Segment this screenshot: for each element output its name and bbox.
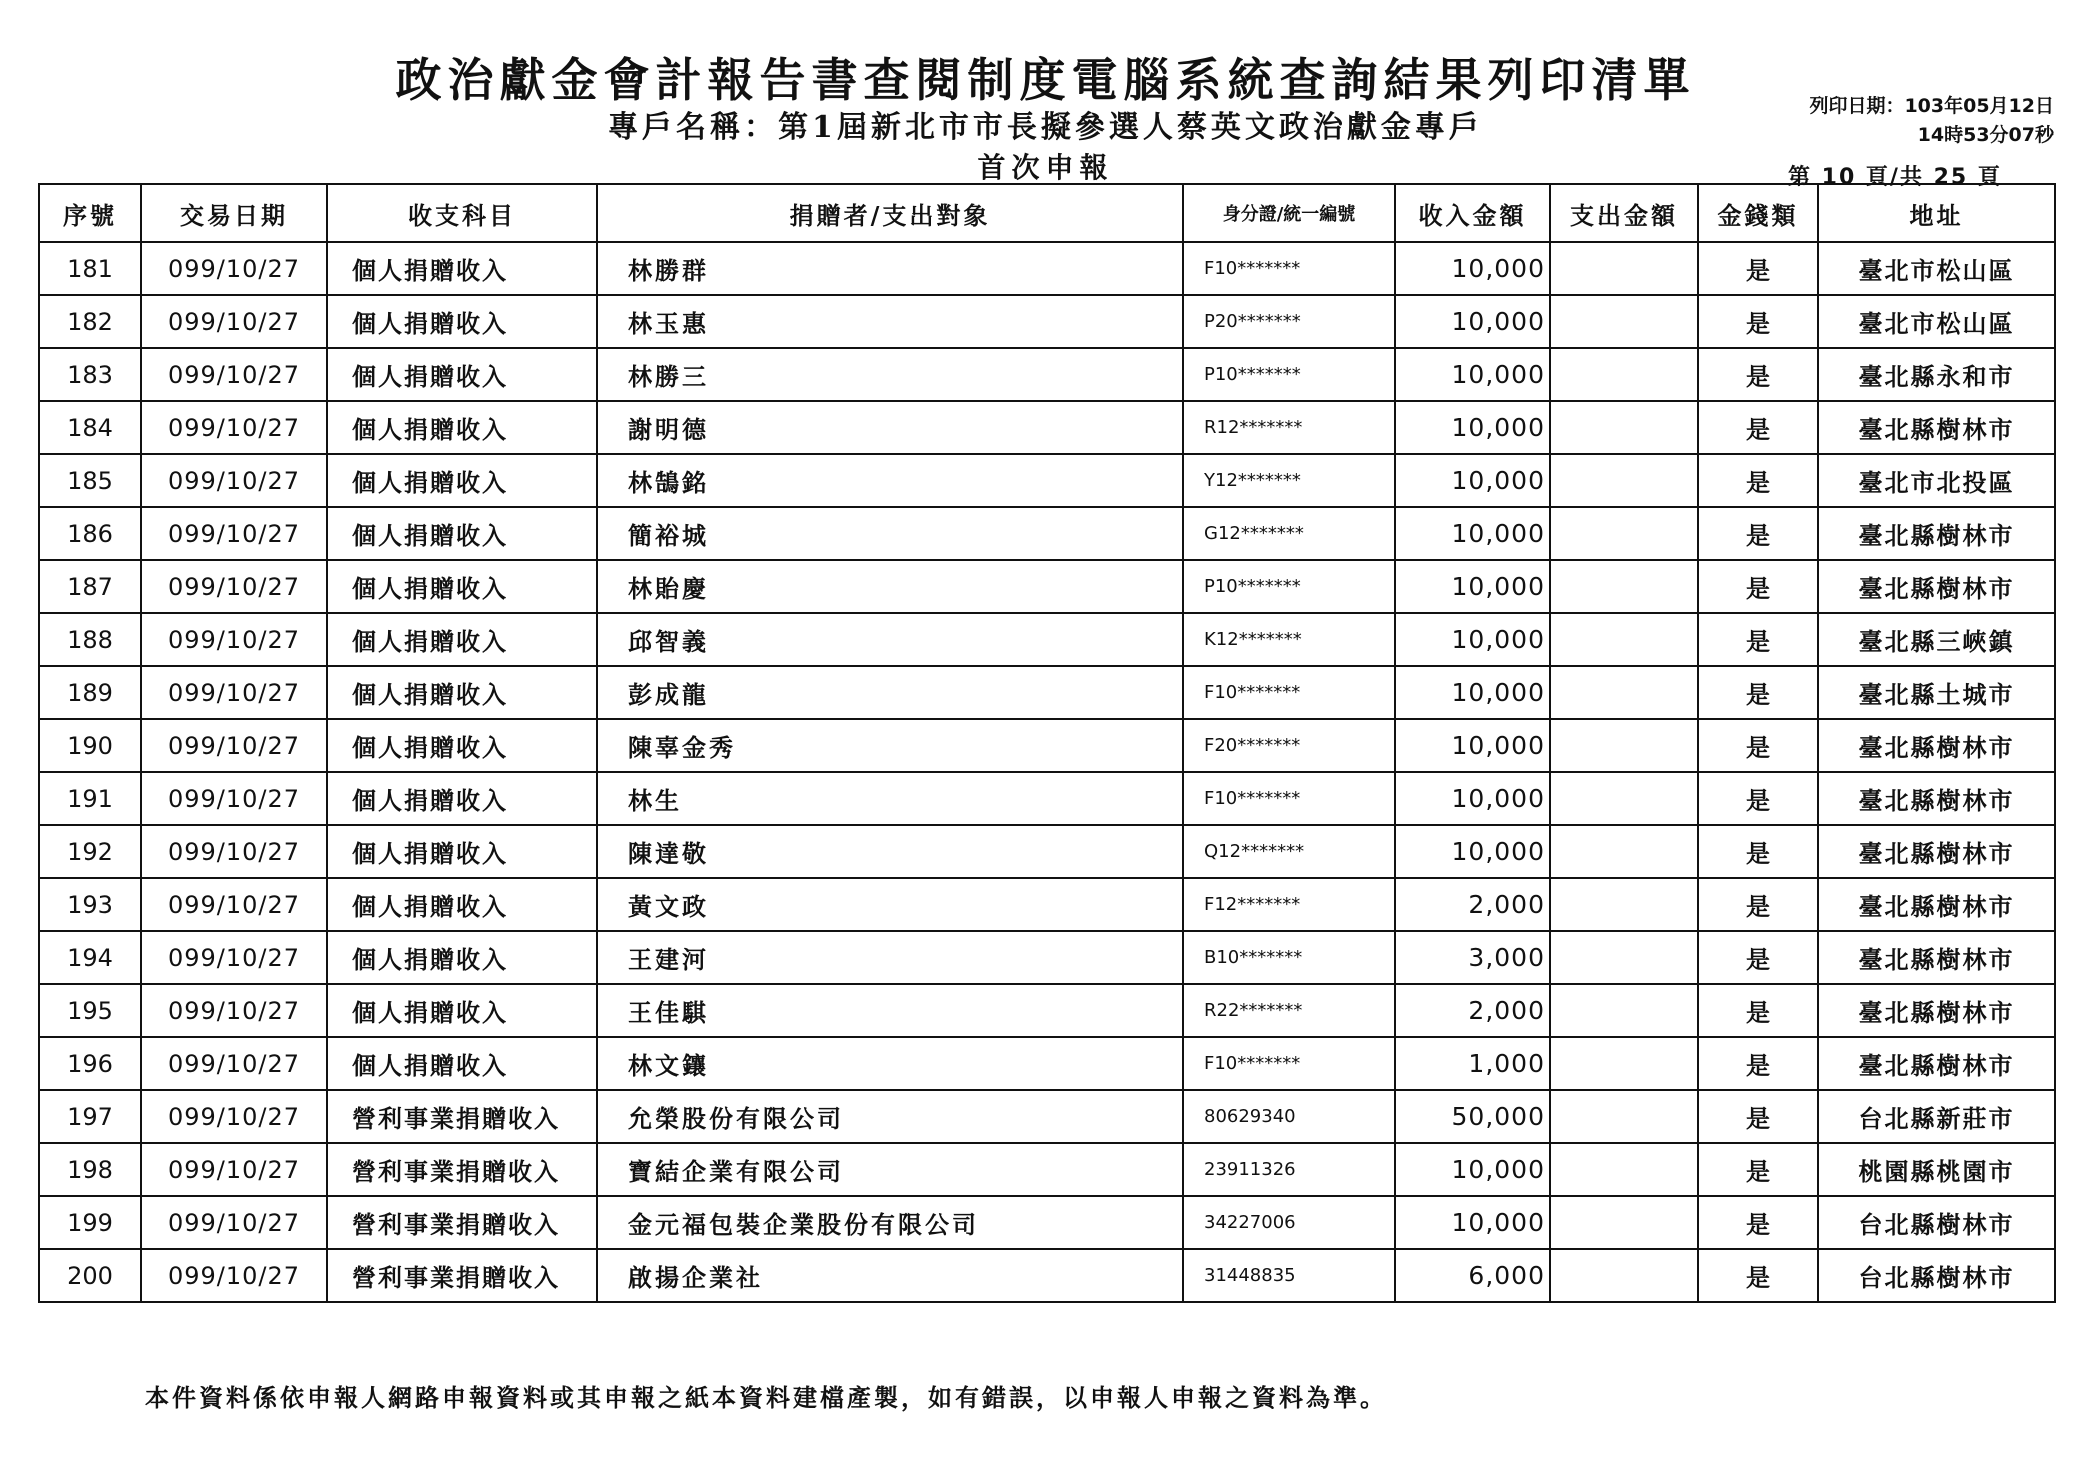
cell-subject: 個人捐贈收入 bbox=[327, 1037, 597, 1090]
cell-date: 099/10/27 bbox=[141, 719, 327, 772]
cell-subject: 營利事業捐贈收入 bbox=[327, 1143, 597, 1196]
cell-id: B10******* bbox=[1183, 931, 1395, 984]
cell-address: 臺北縣三峽鎮 bbox=[1818, 613, 2055, 666]
print-date: 103年05月12日 bbox=[1904, 95, 2054, 117]
cell-date: 099/10/27 bbox=[141, 560, 327, 613]
cell-income: 10,000 bbox=[1395, 454, 1550, 507]
cell-cash: 是 bbox=[1698, 1037, 1818, 1090]
cell-id: F10******* bbox=[1183, 772, 1395, 825]
cell-subject: 個人捐贈收入 bbox=[327, 666, 597, 719]
column-header: 收支科目 bbox=[327, 184, 597, 242]
table-header-row bbox=[39, 184, 2055, 242]
cell-donor: 林玉惠 bbox=[597, 295, 1183, 348]
cell-expense bbox=[1550, 454, 1698, 507]
cell-seq: 189 bbox=[39, 666, 141, 719]
table-row bbox=[39, 984, 2055, 1037]
cell-expense bbox=[1550, 1143, 1698, 1196]
cell-id: 34227006 bbox=[1183, 1196, 1395, 1249]
cell-donor: 黃文政 bbox=[597, 878, 1183, 931]
cell-id: Q12******* bbox=[1183, 825, 1395, 878]
table-row bbox=[39, 719, 2055, 772]
cell-income: 10,000 bbox=[1395, 348, 1550, 401]
cell-id: P10******* bbox=[1183, 560, 1395, 613]
cell-cash: 是 bbox=[1698, 772, 1818, 825]
cell-expense bbox=[1550, 825, 1698, 878]
cell-cash: 是 bbox=[1698, 984, 1818, 1037]
report-title: 政治獻金會計報告書查閱制度電腦系統查詢結果列印清單 bbox=[395, 53, 1696, 107]
cell-expense bbox=[1550, 560, 1698, 613]
cell-income: 10,000 bbox=[1395, 613, 1550, 666]
account-name-line bbox=[0, 102, 2091, 146]
cell-seq: 186 bbox=[39, 507, 141, 560]
cell-expense bbox=[1550, 1249, 1698, 1302]
cell-date: 099/10/27 bbox=[141, 1196, 327, 1249]
cell-seq: 183 bbox=[39, 348, 141, 401]
cell-cash: 是 bbox=[1698, 878, 1818, 931]
cell-address: 台北縣樹林市 bbox=[1818, 1249, 2055, 1302]
cell-seq: 198 bbox=[39, 1143, 141, 1196]
cell-cash: 是 bbox=[1698, 560, 1818, 613]
cell-id: 23911326 bbox=[1183, 1143, 1395, 1196]
table-row bbox=[39, 878, 2055, 931]
cell-address: 臺北縣樹林市 bbox=[1818, 825, 2055, 878]
cell-id: P20******* bbox=[1183, 295, 1395, 348]
cell-income: 10,000 bbox=[1395, 825, 1550, 878]
table-row bbox=[39, 613, 2055, 666]
cell-expense bbox=[1550, 772, 1698, 825]
cell-date: 099/10/27 bbox=[141, 772, 327, 825]
cell-income: 10,000 bbox=[1395, 242, 1550, 295]
cell-subject: 營利事業捐贈收入 bbox=[327, 1196, 597, 1249]
cell-date: 099/10/27 bbox=[141, 295, 327, 348]
table-row bbox=[39, 1037, 2055, 1090]
cell-donor: 林貽慶 bbox=[597, 560, 1183, 613]
print-time: 14時53分07秒 bbox=[1917, 124, 2054, 146]
cell-id: 31448835 bbox=[1183, 1249, 1395, 1302]
cell-address: 臺北市松山區 bbox=[1818, 295, 2055, 348]
cell-expense bbox=[1550, 1196, 1698, 1249]
cell-date: 099/10/27 bbox=[141, 242, 327, 295]
cell-donor: 金元福包裝企業股份有限公司 bbox=[597, 1196, 1183, 1249]
cell-date: 099/10/27 bbox=[141, 878, 327, 931]
cell-id: F10******* bbox=[1183, 242, 1395, 295]
report-type: 首次申報 bbox=[977, 151, 1114, 184]
cell-seq: 188 bbox=[39, 613, 141, 666]
column-header: 收入金額 bbox=[1395, 184, 1550, 242]
cell-income: 10,000 bbox=[1395, 772, 1550, 825]
cell-address: 臺北縣樹林市 bbox=[1818, 1037, 2055, 1090]
cell-address: 臺北縣樹林市 bbox=[1818, 878, 2055, 931]
cell-id: F20******* bbox=[1183, 719, 1395, 772]
cell-expense bbox=[1550, 295, 1698, 348]
cell-income: 2,000 bbox=[1395, 878, 1550, 931]
table-row bbox=[39, 401, 2055, 454]
cell-income: 10,000 bbox=[1395, 401, 1550, 454]
cell-expense bbox=[1550, 1090, 1698, 1143]
print-date-label: 列印日期： bbox=[1809, 95, 1905, 117]
cell-donor: 林勝三 bbox=[597, 348, 1183, 401]
cell-date: 099/10/27 bbox=[141, 1090, 327, 1143]
cell-donor: 陳達敬 bbox=[597, 825, 1183, 878]
cell-cash: 是 bbox=[1698, 1090, 1818, 1143]
column-header: 序號 bbox=[39, 184, 141, 242]
cell-cash: 是 bbox=[1698, 1196, 1818, 1249]
account-label: 專戶名稱： bbox=[608, 110, 779, 145]
cell-seq: 181 bbox=[39, 242, 141, 295]
cell-donor: 簡裕城 bbox=[597, 507, 1183, 560]
cell-address: 台北縣新莊市 bbox=[1818, 1090, 2055, 1143]
cell-subject: 個人捐贈收入 bbox=[327, 507, 597, 560]
cell-subject: 個人捐贈收入 bbox=[327, 825, 597, 878]
cell-seq: 194 bbox=[39, 931, 141, 984]
cell-subject: 個人捐贈收入 bbox=[327, 348, 597, 401]
cell-donor: 林生 bbox=[597, 772, 1183, 825]
cell-date: 099/10/27 bbox=[141, 454, 327, 507]
cell-donor: 彭成龍 bbox=[597, 666, 1183, 719]
cell-address: 臺北市松山區 bbox=[1818, 242, 2055, 295]
cell-seq: 197 bbox=[39, 1090, 141, 1143]
cell-income: 1,000 bbox=[1395, 1037, 1550, 1090]
column-header: 捐贈者/支出對象 bbox=[597, 184, 1183, 242]
cell-donor: 謝明德 bbox=[597, 401, 1183, 454]
cell-address: 臺北縣樹林市 bbox=[1818, 772, 2055, 825]
cell-income: 50,000 bbox=[1395, 1090, 1550, 1143]
cell-seq: 182 bbox=[39, 295, 141, 348]
cell-seq: 196 bbox=[39, 1037, 141, 1090]
cell-date: 099/10/27 bbox=[141, 401, 327, 454]
cell-cash: 是 bbox=[1698, 719, 1818, 772]
cell-expense bbox=[1550, 1037, 1698, 1090]
cell-date: 099/10/27 bbox=[141, 348, 327, 401]
cell-address: 臺北縣樹林市 bbox=[1818, 931, 2055, 984]
cell-date: 099/10/27 bbox=[141, 613, 327, 666]
cell-date: 099/10/27 bbox=[141, 666, 327, 719]
column-header: 身分證/統一編號 bbox=[1183, 184, 1395, 242]
cell-address: 臺北縣樹林市 bbox=[1818, 984, 2055, 1037]
cell-income: 2,000 bbox=[1395, 984, 1550, 1037]
print-date-block bbox=[1809, 92, 2054, 150]
cell-donor: 允榮股份有限公司 bbox=[597, 1090, 1183, 1143]
cell-date: 099/10/27 bbox=[141, 507, 327, 560]
cell-date: 099/10/27 bbox=[141, 1249, 327, 1302]
cell-income: 10,000 bbox=[1395, 666, 1550, 719]
table-row bbox=[39, 825, 2055, 878]
cell-cash: 是 bbox=[1698, 666, 1818, 719]
cell-seq: 184 bbox=[39, 401, 141, 454]
cell-id: F10******* bbox=[1183, 1037, 1395, 1090]
cell-id: F12******* bbox=[1183, 878, 1395, 931]
cell-income: 3,000 bbox=[1395, 931, 1550, 984]
cell-seq: 191 bbox=[39, 772, 141, 825]
cell-expense bbox=[1550, 242, 1698, 295]
cell-address: 臺北縣樹林市 bbox=[1818, 401, 2055, 454]
table-body bbox=[39, 242, 2055, 1302]
table-row bbox=[39, 1196, 2055, 1249]
cell-cash: 是 bbox=[1698, 825, 1818, 878]
cell-expense bbox=[1550, 613, 1698, 666]
cell-seq: 187 bbox=[39, 560, 141, 613]
table-row bbox=[39, 666, 2055, 719]
table-row bbox=[39, 1090, 2055, 1143]
cell-date: 099/10/27 bbox=[141, 825, 327, 878]
cell-income: 10,000 bbox=[1395, 560, 1550, 613]
account-name: 第1屆新北市市長擬參選人蔡英文政治獻金專戶 bbox=[778, 110, 1483, 145]
cell-address: 臺北縣樹林市 bbox=[1818, 560, 2055, 613]
cell-seq: 200 bbox=[39, 1249, 141, 1302]
cell-subject: 個人捐贈收入 bbox=[327, 401, 597, 454]
page-info: 第 10 頁/共 25 頁 bbox=[1788, 165, 2002, 190]
table-row bbox=[39, 931, 2055, 984]
cell-subject: 個人捐贈收入 bbox=[327, 613, 597, 666]
table-row bbox=[39, 348, 2055, 401]
cell-id: G12******* bbox=[1183, 507, 1395, 560]
cell-expense bbox=[1550, 348, 1698, 401]
cell-address: 臺北市北投區 bbox=[1818, 454, 2055, 507]
table-row bbox=[39, 560, 2055, 613]
cell-expense bbox=[1550, 666, 1698, 719]
column-header: 交易日期 bbox=[141, 184, 327, 242]
cell-expense bbox=[1550, 931, 1698, 984]
cell-cash: 是 bbox=[1698, 1143, 1818, 1196]
cell-cash: 是 bbox=[1698, 348, 1818, 401]
cell-cash: 是 bbox=[1698, 295, 1818, 348]
cell-id: 80629340 bbox=[1183, 1090, 1395, 1143]
cell-address: 臺北縣永和市 bbox=[1818, 348, 2055, 401]
cell-income: 10,000 bbox=[1395, 1143, 1550, 1196]
column-header: 金錢類 bbox=[1698, 184, 1818, 242]
table-row bbox=[39, 242, 2055, 295]
cell-seq: 185 bbox=[39, 454, 141, 507]
cell-income: 10,000 bbox=[1395, 719, 1550, 772]
cell-expense bbox=[1550, 878, 1698, 931]
cell-expense bbox=[1550, 719, 1698, 772]
table-row bbox=[39, 295, 2055, 348]
cell-subject: 個人捐贈收入 bbox=[327, 772, 597, 825]
cell-subject: 營利事業捐贈收入 bbox=[327, 1090, 597, 1143]
cell-donor: 王建河 bbox=[597, 931, 1183, 984]
cell-cash: 是 bbox=[1698, 931, 1818, 984]
cell-date: 099/10/27 bbox=[141, 931, 327, 984]
cell-address: 臺北縣樹林市 bbox=[1818, 719, 2055, 772]
cell-subject: 個人捐贈收入 bbox=[327, 242, 597, 295]
cell-donor: 啟揚企業社 bbox=[597, 1249, 1183, 1302]
column-header: 地址 bbox=[1818, 184, 2055, 242]
cell-address: 臺北縣樹林市 bbox=[1818, 507, 2055, 560]
cell-id: R22******* bbox=[1183, 984, 1395, 1037]
cell-subject: 營利事業捐贈收入 bbox=[327, 1249, 597, 1302]
cell-id: F10******* bbox=[1183, 666, 1395, 719]
cell-seq: 192 bbox=[39, 825, 141, 878]
table-row bbox=[39, 507, 2055, 560]
cell-subject: 個人捐贈收入 bbox=[327, 878, 597, 931]
cell-subject: 個人捐贈收入 bbox=[327, 560, 597, 613]
table-row bbox=[39, 1249, 2055, 1302]
cell-income: 6,000 bbox=[1395, 1249, 1550, 1302]
cell-expense bbox=[1550, 507, 1698, 560]
cell-donor: 林勝群 bbox=[597, 242, 1183, 295]
cell-address: 臺北縣土城市 bbox=[1818, 666, 2055, 719]
records-table bbox=[38, 183, 2056, 1303]
cell-id: K12******* bbox=[1183, 613, 1395, 666]
cell-donor: 林鵠銘 bbox=[597, 454, 1183, 507]
cell-subject: 個人捐贈收入 bbox=[327, 984, 597, 1037]
cell-income: 10,000 bbox=[1395, 295, 1550, 348]
cell-cash: 是 bbox=[1698, 401, 1818, 454]
column-header: 支出金額 bbox=[1550, 184, 1698, 242]
cell-date: 099/10/27 bbox=[141, 1037, 327, 1090]
cell-donor: 王佳騏 bbox=[597, 984, 1183, 1037]
cell-income: 10,000 bbox=[1395, 1196, 1550, 1249]
table-row bbox=[39, 772, 2055, 825]
cell-donor: 林文鑲 bbox=[597, 1037, 1183, 1090]
cell-cash: 是 bbox=[1698, 613, 1818, 666]
cell-donor: 陳辜金秀 bbox=[597, 719, 1183, 772]
cell-id: R12******* bbox=[1183, 401, 1395, 454]
cell-expense bbox=[1550, 401, 1698, 454]
cell-id: Y12******* bbox=[1183, 454, 1395, 507]
cell-date: 099/10/27 bbox=[141, 1143, 327, 1196]
cell-subject: 個人捐贈收入 bbox=[327, 719, 597, 772]
cell-cash: 是 bbox=[1698, 454, 1818, 507]
cell-income: 10,000 bbox=[1395, 507, 1550, 560]
cell-subject: 個人捐贈收入 bbox=[327, 295, 597, 348]
cell-cash: 是 bbox=[1698, 242, 1818, 295]
cell-address: 桃園縣桃園市 bbox=[1818, 1143, 2055, 1196]
cell-seq: 195 bbox=[39, 984, 141, 1037]
cell-donor: 寶結企業有限公司 bbox=[597, 1143, 1183, 1196]
cell-seq: 190 bbox=[39, 719, 141, 772]
footer-note: 本件資料係依申報人網路申報資料或其申報之紙本資料建檔產製，如有錯誤，以申報人申報之資料為準。 bbox=[145, 1383, 1387, 1412]
cell-donor: 邱智義 bbox=[597, 613, 1183, 666]
table-row bbox=[39, 454, 2055, 507]
cell-seq: 193 bbox=[39, 878, 141, 931]
cell-cash: 是 bbox=[1698, 1249, 1818, 1302]
cell-seq: 199 bbox=[39, 1196, 141, 1249]
cell-cash: 是 bbox=[1698, 507, 1818, 560]
cell-subject: 個人捐贈收入 bbox=[327, 454, 597, 507]
table-row bbox=[39, 1143, 2055, 1196]
cell-date: 099/10/27 bbox=[141, 984, 327, 1037]
cell-expense bbox=[1550, 984, 1698, 1037]
cell-id: P10******* bbox=[1183, 348, 1395, 401]
cell-address: 台北縣樹林市 bbox=[1818, 1196, 2055, 1249]
cell-subject: 個人捐贈收入 bbox=[327, 931, 597, 984]
